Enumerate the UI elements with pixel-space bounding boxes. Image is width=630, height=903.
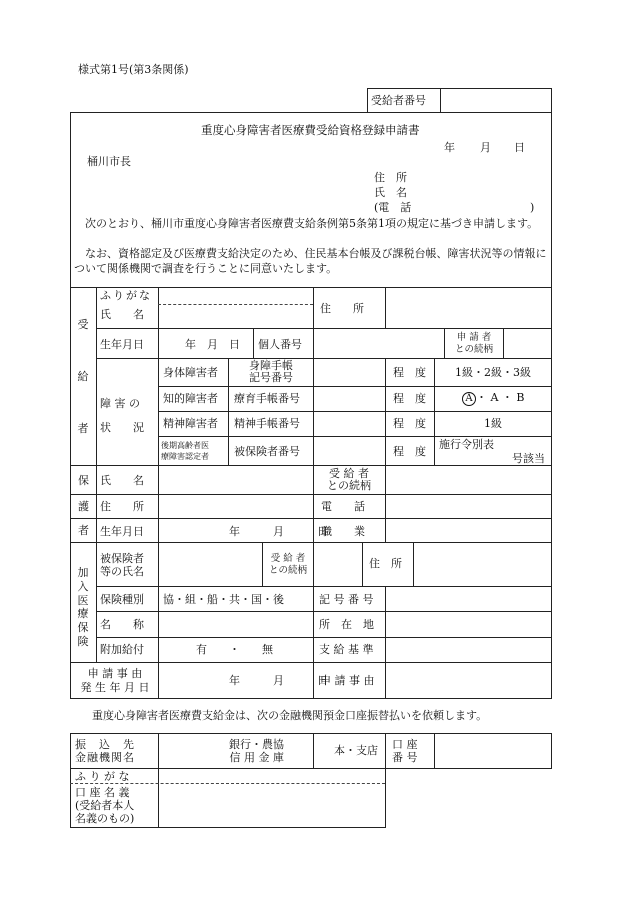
insured-number-label: 被保険者番号 <box>234 445 300 458</box>
applicant-phone-label: (電 話 <box>374 201 412 214</box>
account-holder-field[interactable] <box>160 786 383 825</box>
reason-date-label: 申 請 事 由 発 生 年 月 日 <box>80 667 150 694</box>
date-year: 年 <box>444 141 455 154</box>
guardian-birth-label: 生年月日 <box>100 525 144 538</box>
elderly-grade-line-1: 施行令別表 <box>439 438 494 451</box>
insurance-type-options[interactable]: 協・組・船・共・国・後 <box>163 593 284 606</box>
insurance-holder-field[interactable] <box>160 544 260 584</box>
personal-number-label: 個人番号 <box>258 338 302 351</box>
recipient-address-label: 住 所 <box>320 302 364 315</box>
bank-institution-label: 振 込 先 金融機関名 <box>75 738 135 764</box>
mental-book-field[interactable] <box>315 413 383 434</box>
recipient-section-label-3: 者 <box>77 422 89 435</box>
extra-benefit-options[interactable]: 有 ・ 無 <box>196 643 273 656</box>
insured-number-field[interactable] <box>315 438 383 463</box>
insurance-symbol-field[interactable] <box>387 588 549 609</box>
guardian-address-label: 住 所 <box>100 500 144 513</box>
insurance-type-label: 保険種別 <box>100 593 144 606</box>
guardian-name-field[interactable] <box>160 467 311 492</box>
insurance-name-label: 名 称 <box>100 618 144 631</box>
recipient-number-field[interactable] <box>443 90 549 110</box>
guardian-relation-label: 受 給 者 との続柄 <box>327 467 371 492</box>
bank-request-text: 重度心身障害者医療費支給金は、次の金融機関預金口座振替払いを依頼します。 <box>92 709 488 722</box>
recipient-section-label-1: 受 <box>77 318 89 331</box>
recipient-furigana-field[interactable] <box>160 289 311 303</box>
physical-disability-label: 身体障害者 <box>163 366 218 379</box>
selected-grade-circle: A <box>462 392 476 406</box>
mental-book-label: 精神手帳番号 <box>234 417 300 430</box>
guardian-phone-field[interactable] <box>387 496 549 516</box>
recipient-number-label: 受給者番号 <box>371 94 426 107</box>
furigana-label: ふりがな <box>100 289 152 302</box>
guardian-birth-ymd: 年 月 日 <box>229 525 328 538</box>
account-number-field[interactable] <box>436 735 549 766</box>
elderly-disability-label: 後期高齢者医 療障害認定者 <box>161 441 209 461</box>
bank-type-options: 銀行・農協 信 用 金 庫 <box>229 738 284 764</box>
intellectual-book-field[interactable] <box>315 388 383 409</box>
insurance-address-field[interactable] <box>415 544 549 584</box>
disability-status-label: 障 害 の 状 況 <box>100 397 144 434</box>
mental-degree-label: 程 度 <box>393 417 426 430</box>
form-title: 重度心身障害者医療費受給資格登録申請書 <box>201 123 420 137</box>
applicant-address-label: 住 所 <box>374 171 407 184</box>
date-day: 日 <box>514 141 525 154</box>
account-furigana-label: ふ り が な <box>75 770 130 783</box>
bank-name-field[interactable] <box>160 735 226 766</box>
elderly-degree-label: 程 度 <box>393 445 426 458</box>
consent-paragraph-2: なお、資格認定及び医療費支給決定のため、住民基本台帳及び課税台帳、障害状況等の情報について関係機関で調査を行うことに同意いたします。 <box>74 247 547 275</box>
consent-paragraph-1: 次のとおり、桶川市重度心身障害者医療費支給条例第5条第1項の規定に基づき申請します。 <box>85 217 539 230</box>
insurance-location-field[interactable] <box>387 613 549 635</box>
intellectual-book-label: 療育手帳番号 <box>234 392 300 405</box>
guardian-section-label-1: 保 <box>78 474 89 487</box>
account-number-label: 口 座 番 号 <box>392 738 418 764</box>
insurance-location-label: 所 在 地 <box>319 618 374 631</box>
guardian-relation-field[interactable] <box>387 467 549 492</box>
physical-book-field[interactable] <box>315 360 383 384</box>
reason-date-ymd: 年 月 日 <box>229 674 328 687</box>
recipient-name-label: 氏 名 <box>100 308 144 321</box>
form-number: 様式第1号(第3条関係) <box>78 63 189 76</box>
elderly-grade-line-2: 号該当 <box>512 452 545 465</box>
extra-benefit-label: 附加給付 <box>100 643 144 656</box>
physical-degree-label: 程 度 <box>393 366 426 379</box>
intellectual-disability-label: 知的障害者 <box>163 392 218 405</box>
applicant-name-label: 氏 名 <box>374 186 407 199</box>
recipient-section-label-2: 給 <box>77 370 89 383</box>
reason-field[interactable] <box>387 664 549 696</box>
account-holder-label: 口 座 名 義 (受給者本人 名義のもの) <box>75 786 135 825</box>
insurance-symbol-label: 記 号 番 号 <box>319 593 374 606</box>
insurance-name-field[interactable] <box>160 613 311 635</box>
guardian-section-label-2: 護 <box>78 500 89 513</box>
recipient-name-field[interactable] <box>160 306 311 326</box>
branch-label: 本・支店 <box>334 744 378 757</box>
guardian-phone-label: 電 話 <box>321 500 365 513</box>
payment-standard-field[interactable] <box>387 639 549 660</box>
insurance-relation-field[interactable] <box>315 544 361 584</box>
intellectual-grade-options <box>462 392 525 406</box>
insurance-relation-label: 受 給 者 との続柄 <box>268 553 307 576</box>
recipient-birth-ymd: 年 月 日 <box>185 338 240 351</box>
physical-book-label: 身障手帳 記号番号 <box>249 359 293 384</box>
guardian-job-label: 職 業 <box>321 525 365 538</box>
account-furigana-field[interactable] <box>160 770 383 782</box>
insurance-holder-label: 被保険者 等の氏名 <box>100 552 144 578</box>
intellectual-degree-label: 程 度 <box>393 392 426 405</box>
applicant-relation-label: 申 請 者 との続柄 <box>454 332 493 355</box>
guardian-address-field[interactable] <box>160 496 311 516</box>
mental-grade-value: 1級 <box>484 417 502 430</box>
insurance-section-label: 加入医療保険 <box>77 566 89 648</box>
physical-grade-options: 1級・2級・3級 <box>455 366 531 379</box>
date-month: 月 <box>480 141 491 154</box>
guardian-section-label-3: 者 <box>78 524 89 537</box>
insurance-address-label: 住 所 <box>369 557 402 570</box>
intellectual-grade-rest: ・ A ・ B <box>476 391 525 404</box>
recipient-address-field[interactable] <box>387 289 549 326</box>
addressee: 桶川市長 <box>87 155 131 168</box>
guardian-name-label: 氏 名 <box>100 474 144 487</box>
reason-label: 申 請 事 由 <box>320 674 375 687</box>
applicant-relation-field[interactable] <box>505 330 549 356</box>
personal-number-field[interactable] <box>315 330 442 356</box>
applicant-phone-close: ) <box>530 201 535 214</box>
recipient-birth-label: 生年月日 <box>100 338 144 351</box>
guardian-job-field[interactable] <box>387 520 549 540</box>
payment-standard-label: 支 給 基 準 <box>319 643 374 656</box>
mental-disability-label: 精神障害者 <box>163 417 218 430</box>
